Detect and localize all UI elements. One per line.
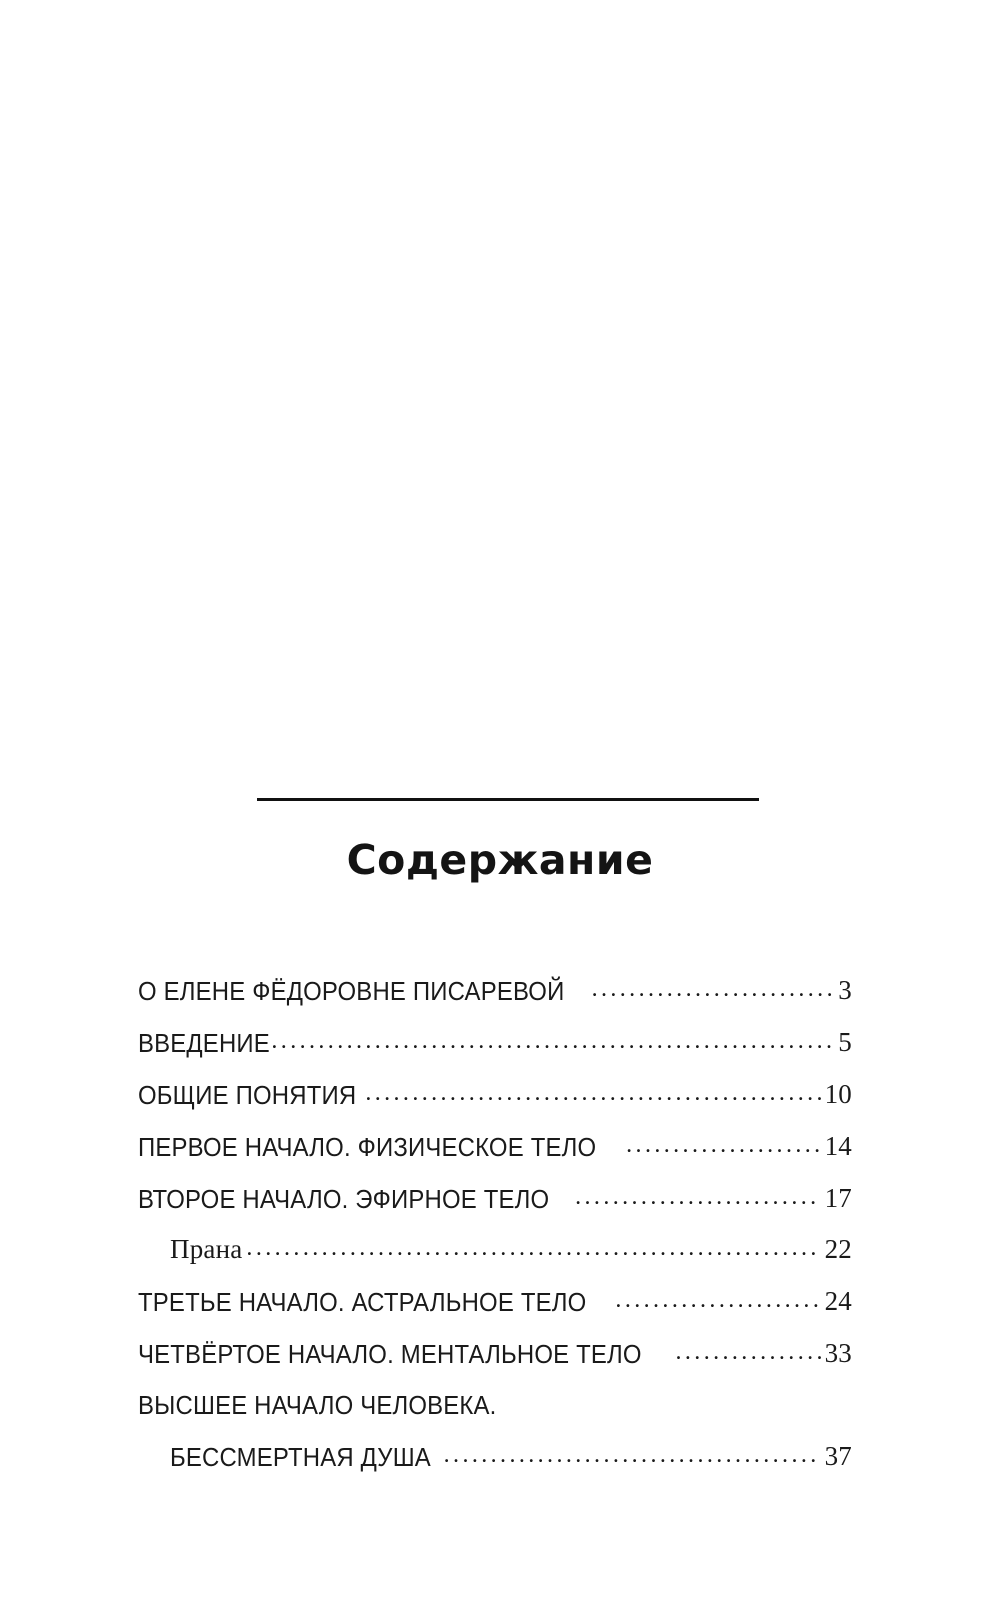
toc-entry-page: 17 bbox=[824, 1183, 852, 1213]
toc-entry-label: БЕССМЕРТНАЯ ДУША bbox=[170, 1442, 431, 1472]
toc-entry-page: 37 bbox=[824, 1441, 852, 1471]
toc-entry-continuation[interactable] bbox=[170, 1426, 852, 1470]
page-title: Содержание bbox=[346, 836, 654, 884]
toc-entry-page: 14 bbox=[824, 1131, 852, 1161]
toc-entry[interactable] bbox=[138, 1168, 852, 1212]
toc-subentry[interactable] bbox=[170, 1219, 852, 1263]
toc-entry-page: 5 bbox=[838, 1027, 852, 1057]
toc-entry[interactable] bbox=[138, 1323, 852, 1367]
dot-leader bbox=[575, 1185, 820, 1209]
toc-entry[interactable] bbox=[138, 1116, 852, 1160]
heading-divider bbox=[257, 798, 759, 801]
toc-entry-label: ВВЕДЕНИЕ bbox=[138, 1028, 270, 1058]
toc-entry-label: ВЫСШЕЕ НАЧАЛО ЧЕЛОВЕКА. bbox=[138, 1390, 497, 1420]
toc-entry[interactable] bbox=[138, 1012, 852, 1056]
toc-entry-page: 33 bbox=[824, 1338, 852, 1368]
dot-leader bbox=[365, 1081, 820, 1105]
toc-entry[interactable] bbox=[138, 1271, 852, 1315]
toc-entry-page: 10 bbox=[824, 1079, 852, 1109]
toc-entry-label: ТРЕТЬЕ НАЧАЛО. АСТРАЛЬНОЕ ТЕЛО bbox=[138, 1287, 587, 1317]
toc-entry-page: 3 bbox=[838, 975, 852, 1005]
toc-entry-label: ПЕРВОЕ НАЧАЛО. ФИЗИЧЕСКОЕ ТЕЛО bbox=[138, 1132, 597, 1162]
toc-entry-label: Прана bbox=[170, 1234, 243, 1264]
toc-entry-page: 22 bbox=[824, 1234, 852, 1264]
dot-leader bbox=[676, 1340, 821, 1364]
toc-entry[interactable] bbox=[138, 960, 852, 1004]
toc-entry-label: ЧЕТВЁРТОЕ НАЧАЛО. МЕНТАЛЬНОЕ ТЕЛО bbox=[138, 1339, 642, 1369]
toc-entry-page: 24 bbox=[824, 1286, 852, 1316]
dot-leader bbox=[246, 1236, 820, 1260]
dot-leader bbox=[615, 1288, 820, 1312]
toc-entry[interactable] bbox=[138, 1374, 852, 1418]
toc-entry-label: О ЕЛЕНЕ ФЁДОРОВНЕ ПИСАРЕВОЙ bbox=[138, 976, 565, 1006]
dot-leader bbox=[626, 1133, 820, 1157]
dot-leader bbox=[271, 1029, 834, 1053]
dot-leader bbox=[592, 977, 835, 1001]
toc-entry[interactable] bbox=[138, 1064, 852, 1108]
dot-leader bbox=[444, 1443, 821, 1467]
toc-entry-label: ОБЩИЕ ПОНЯТИЯ bbox=[138, 1080, 357, 1110]
toc-entry-label: ВТОРОЕ НАЧАЛО. ЭФИРНОЕ ТЕЛО bbox=[138, 1184, 550, 1214]
